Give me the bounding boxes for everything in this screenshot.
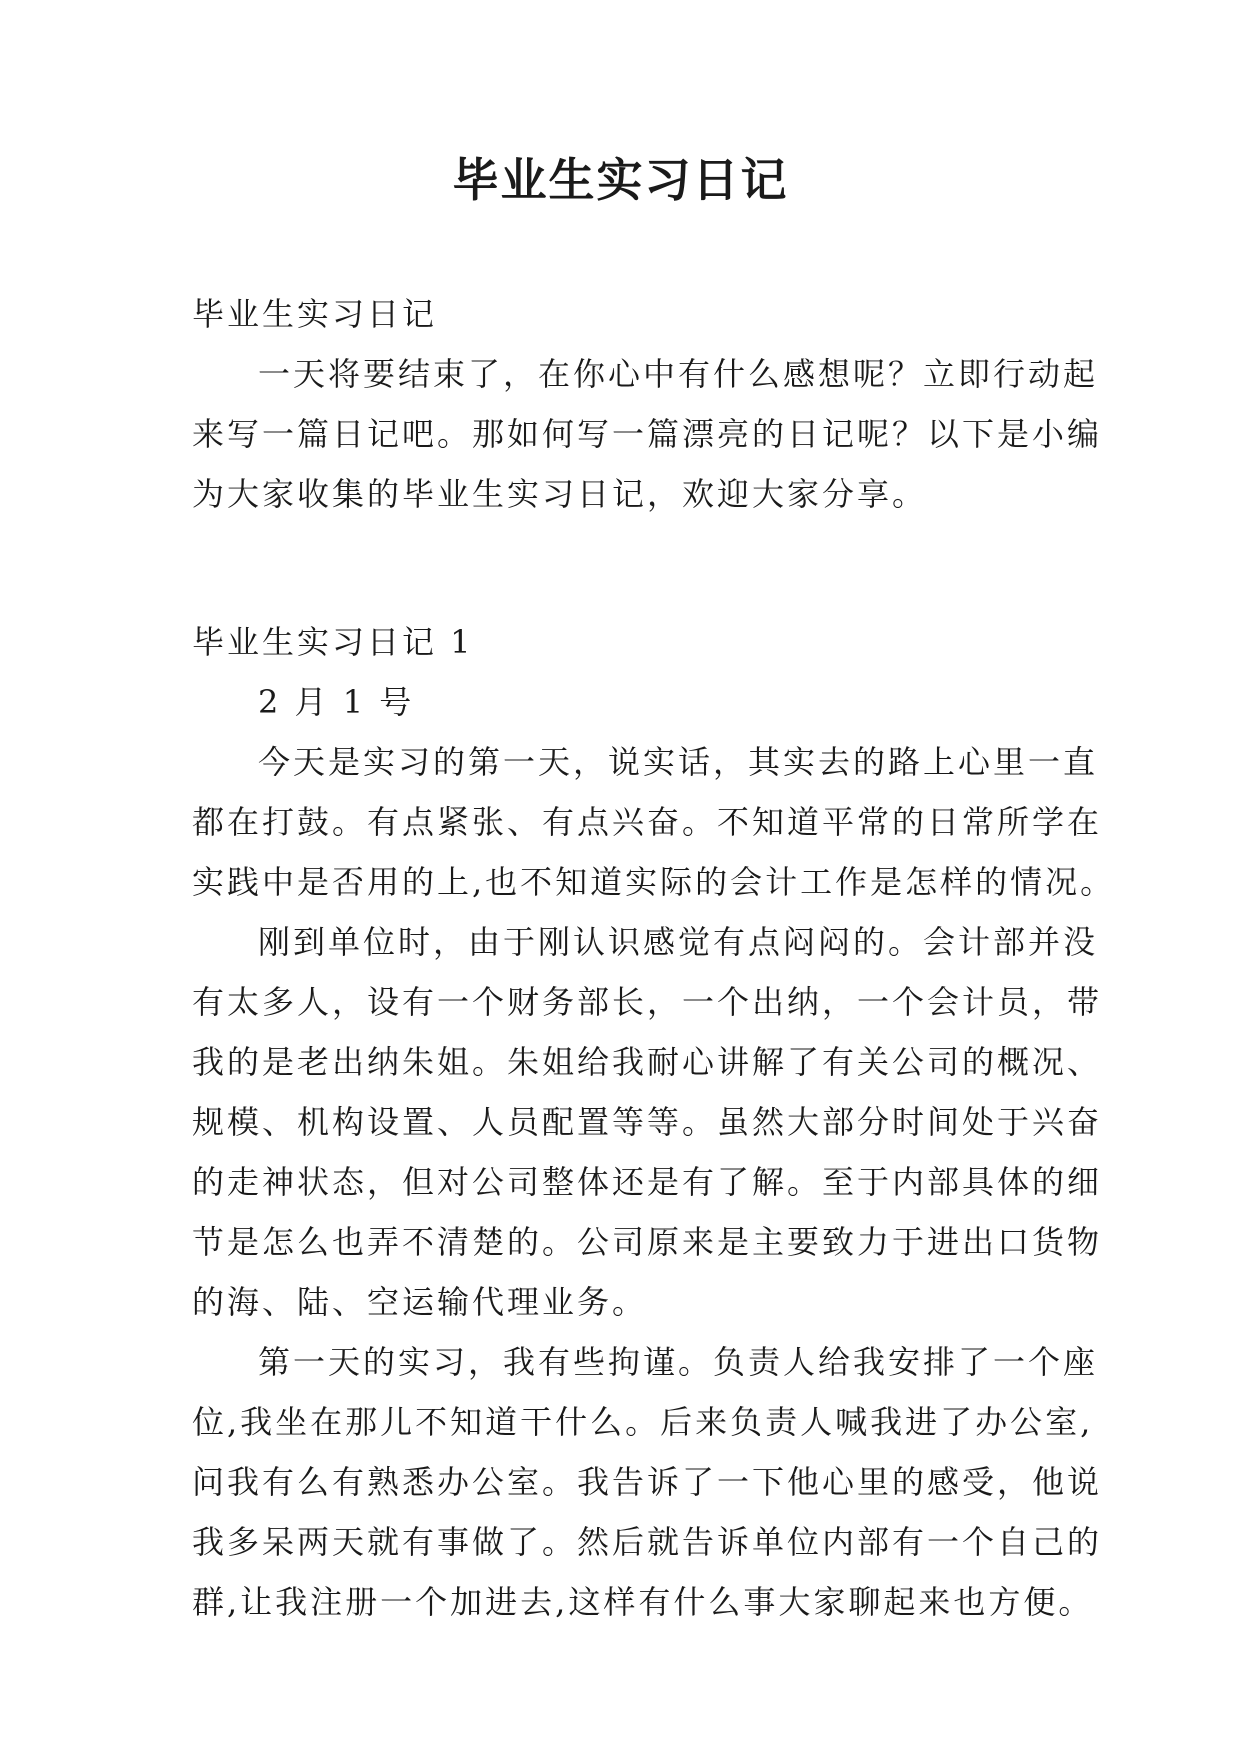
paragraph-line: 的走神状态，但对公司整体还是有了解。至于内部具体的细 <box>192 1163 1103 1201</box>
paragraph-line: 问我有么有熟悉办公室。我告诉了一下他心里的感受，他说 <box>192 1463 1103 1501</box>
document-title: 毕业生实习日记 <box>452 153 789 207</box>
subtitle: 毕业生实习日记 <box>192 295 438 333</box>
paragraph-line: 的海、陆、空运输代理业务。 <box>192 1283 648 1321</box>
intro-line: 一天将要结束了，在你心中有什么感想呢？立即行动起 <box>258 355 1099 393</box>
entry-date: 2 月 1 号 <box>258 683 415 721</box>
intro-line: 为大家收集的毕业生实习日记，欢迎大家分享。 <box>192 475 928 513</box>
paragraph-line: 实践中是否用的上,也不知道实际的会计工作是怎样的情况。 <box>192 863 1116 901</box>
paragraph-line: 刚到单位时，由于刚认识感觉有点闷闷的。会计部并没 <box>258 923 1099 961</box>
paragraph-line: 第一天的实习，我有些拘谨。负责人给我安排了一个座 <box>258 1343 1099 1381</box>
document-body <box>192 284 1116 1632</box>
paragraph-gap <box>192 524 1052 612</box>
intro-line: 来写一篇日记吧。那如何写一篇漂亮的日记呢？以下是小编 <box>192 415 1103 453</box>
paragraph-line: 我多呆两天就有事做了。然后就告诉单位内部有一个自己的 <box>192 1523 1103 1561</box>
section-heading: 毕业生实习日记 1 <box>192 623 474 661</box>
paragraph-line: 有太多人，设有一个财务部长，一个出纳，一个会计员，带 <box>192 983 1103 1021</box>
paragraph-line: 群,让我注册一个加进去,这样有什么事大家聊起来也方便。 <box>192 1583 1094 1621</box>
paragraph-line: 规模、机构设置、人员配置等等。虽然大部分时间处于兴奋 <box>192 1103 1103 1141</box>
paragraph-line: 今天是实习的第一天，说实话，其实去的路上心里一直 <box>258 743 1099 781</box>
paragraph-line: 我的是老出纳朱姐。朱姐给我耐心讲解了有关公司的概况、 <box>192 1043 1103 1081</box>
paragraph-line: 节是怎么也弄不清楚的。公司原来是主要致力于进出口货物 <box>192 1223 1103 1261</box>
paragraph-line: 都在打鼓。有点紧张、有点兴奋。不知道平常的日常所学在 <box>192 803 1103 841</box>
paragraph-line: 位,我坐在那儿不知道干什么。后来负责人喊我进了办公室, <box>192 1403 1094 1441</box>
